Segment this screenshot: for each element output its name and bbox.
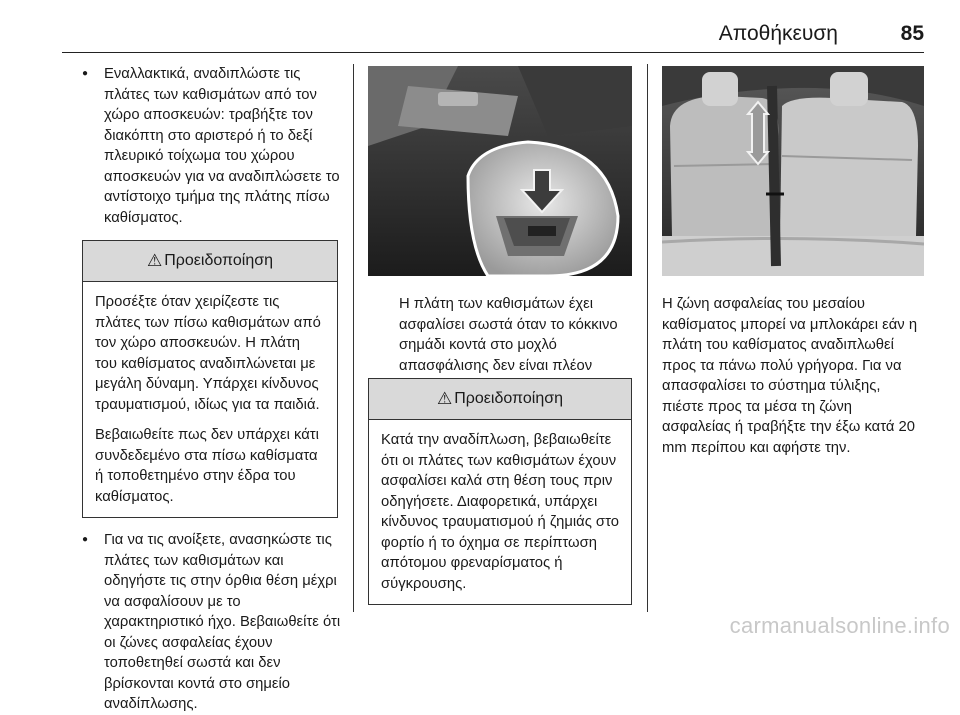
page-header [62, 0, 924, 53]
warning-header [83, 241, 337, 282]
warning-header [369, 379, 631, 420]
warning-title: Προειδοποίηση [164, 251, 273, 269]
bullet-raise-seatbacks: ● Για να τις ανοίξετε, ανασηκώστε τις πλάτες των καθισμάτων και οδηγήστε τις στην όρθια θέση μέχρι να ασφαλίσουν με το χαρακτηριστικό ήχο. Βεβαιωθείτε ότι οι ζώνες ασφαλείας έχουν τοποθετηθεί σωστά και δεν βρίσκονται κοντά στο σημείο αναδίπλωσης. [82, 530, 342, 715]
warning-body [83, 282, 337, 517]
column-divider-left [353, 64, 354, 612]
warning-paragraph: Βεβαιωθείτε πως δεν υπάρχει κάτι συνδεδεμένο στα πίσω καθίσματα ή τοποθετημένο στην έδρα του καθίσματος. [95, 427, 319, 505]
warning-paragraph: Κατά την αναδίπλωση, βεβαιωθείτε ότι οι πλάτες των καθισμάτων έχουν ασφαλίσει καλά στη θέση τους πριν οδηγήσετε. Διαφορετικά, υπάρχει κίνδυνος τραυματισμού ή ζημιάς στο φορτίο ή το όχημα σε περίπτωση απότομου φρεναρίσματος ή σύγκρουσης. [381, 432, 619, 592]
section-title: Αποθήκευση [718, 22, 838, 45]
warning-triangle-icon: ⚠ [146, 250, 163, 270]
warning-paragraph: Προσέξτε όταν χειρίζεστε τις πλάτες των πίσω καθισμάτων από τον χώρο αποσκευών. Η πλάτη του καθίσματος αναδιπλώνεται με μεγάλη δύναμη. Υπάρχει κίνδυνος τραυματισμού, ιδίως για τα παιδιά. [95, 294, 321, 413]
warning-triangle-icon: ⚠ [436, 389, 453, 408]
rear-seat-illustration [662, 66, 924, 276]
column-divider-right [647, 64, 648, 612]
watermark: carmanualsonline.info [729, 613, 950, 638]
figure-caption-middle: Η πλάτη των καθισμάτων έχει ασφαλίσει σωστά όταν το κόκκινο σημάδι κοντά στο μοχλό απασφάλισης δεν είναι πλέον [399, 296, 618, 374]
warning-box-left [82, 240, 338, 518]
warning-body [369, 420, 631, 604]
bullet-alternative-fold: ● Εναλλακτικά, αναδιπλώστε τις πλάτες των καθισμάτων από τον χώρο αποσκευών: τραβήξτε τον διακόπτη στο αριστερό ή το δεξί πλευρικό τοίχωμα του χώρου αποσκευών για να αναδιπλώσετε το αντίστοιχο τμήμα της πλάτης πίσω καθίσματος. [82, 64, 342, 228]
warning-title: Προειδοποίηση [454, 390, 563, 407]
figure-center-seatbelt [662, 66, 924, 276]
seat-release-illustration [368, 66, 632, 276]
left-column [82, 64, 342, 715]
page-number: 85 [900, 22, 924, 45]
figure-seatback-release [368, 66, 632, 276]
warning-box-middle [368, 378, 632, 605]
figure-caption-right: Η ζώνη ασφαλείας του μεσαίου καθίσματος μπορεί να μπλοκάρει εάν η πλάτη του καθίσματος αναδιπλωθεί προς τα πάνω πολύ γρήγορα. Για να απασφαλίσει το σύστημα τύλιξης, πιέστε προς τα μέσα τη ζώνη ασφαλείας ή τραβήξτε την έξω κατά 20 mm περίπου και αφήστε την. [662, 296, 918, 456]
